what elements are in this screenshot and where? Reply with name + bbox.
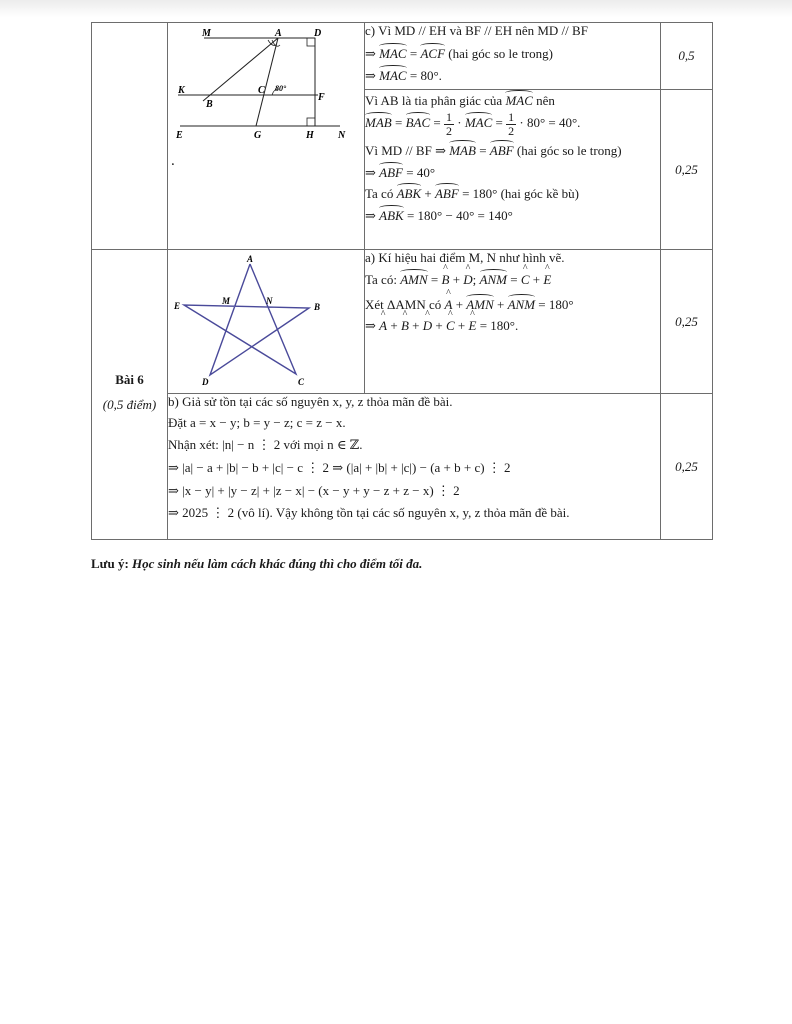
empty-bai-cell xyxy=(92,23,168,250)
score-cell: 0,25 xyxy=(661,90,713,249)
figure-star-cell xyxy=(168,249,365,394)
bai6-title: Bài 6 xyxy=(115,371,144,387)
bai6-cell xyxy=(92,249,168,540)
note-label: Lưu ý: xyxy=(91,556,129,571)
part-c-line2: ⇒ MAC = ACF (hai góc so le trong) xyxy=(365,43,660,62)
note-text: Học sinh nếu làm cách khác đúng thì cho điểm tối đa. xyxy=(132,556,423,571)
table-row xyxy=(92,23,713,90)
label-A: A xyxy=(247,253,254,264)
angle-80-label: 80° xyxy=(275,84,287,93)
part-c2-line6: ⇒ ABK = 180° − 40° = 140° xyxy=(365,205,660,224)
label-N: N xyxy=(266,295,273,306)
page-top-shadow xyxy=(0,0,792,18)
part-c2-cell xyxy=(365,90,661,249)
label-H: H xyxy=(306,130,314,141)
label-D: D xyxy=(314,28,322,39)
part-c2-line3: Vì MD // BF ⇒ MAB = ABF (hai góc so le trong) xyxy=(365,140,660,159)
part-a-line4: ⇒ ^ A + ^ B + ^ D + ^ C + ^ E = 180°. xyxy=(365,318,660,334)
part-b-line4: ⇒ |a| − a + |b| − b + |c| − c ⋮ 2 ⇒ (|a| + |b| + |c|) − (a + b + c) ⋮ 2 xyxy=(168,459,511,475)
part-a-line3: Xét ΔAMN có ^ A + AMN + ANM = 180° xyxy=(365,294,660,313)
label-M: M xyxy=(202,28,211,39)
label-A: A xyxy=(275,28,282,39)
part-c2-line4: ⇒ ABF = 40° xyxy=(365,162,660,181)
part-c2-line1: Vì AB là tia phân giác của MAC nên xyxy=(365,90,660,109)
star-figure xyxy=(168,250,364,390)
label-F: F xyxy=(318,92,325,103)
part-c-line1: c) Vì MD // EH và BF // EH nên MD // BF xyxy=(365,23,588,38)
label-K: K xyxy=(178,85,185,96)
table-row xyxy=(92,249,713,394)
svg-text:.: . xyxy=(172,157,175,168)
part-b-line6: ⇒ 2025 ⋮ 2 (vô lí). Vậy không tồn tại các số nguyên x, y, z thỏa mãn đề bài. xyxy=(168,505,570,521)
label-C: C xyxy=(258,85,265,96)
label-G: G xyxy=(254,130,262,141)
label-B: B xyxy=(314,301,321,312)
part-b-line2: Đặt a = x − y; b = y − z; c = z − x. xyxy=(168,414,346,430)
score-cell: 0,5 xyxy=(661,23,713,90)
part-b-line1: b) Giả sử tồn tại các số nguyên x, y, z thỏa mãn đề bài. xyxy=(168,394,453,410)
table-row xyxy=(92,394,713,540)
part-c-line3: ⇒ MAC = 80°. xyxy=(365,65,660,84)
label-C: C xyxy=(298,376,305,387)
label-E: E xyxy=(176,130,183,141)
bai6-points: (0,5 điểm) xyxy=(102,397,157,413)
part-a-line2: Ta có: AMN = ^ B + ^ D; ANM = ^ C + ^ E xyxy=(365,269,660,288)
part-c-cell xyxy=(365,23,661,90)
parallel-lines-figure xyxy=(168,23,364,245)
label-E: E xyxy=(174,300,181,311)
score-cell: 0,25 xyxy=(661,249,713,394)
label-M: M xyxy=(222,295,231,306)
part-c2-line5: Ta có ABK + ABF = 180° (hai góc kề bù) xyxy=(365,183,660,202)
part-b-line5: ⇒ |x − y| + |y − z| + |z − x| − (x − y + y − z + z − x) ⋮ 2 xyxy=(168,482,460,498)
label-B: B xyxy=(206,99,213,110)
score-cell: 0,25 xyxy=(661,394,713,540)
part-b-line3: Nhận xét: |n| − n ⋮ 2 với mọi n ∈ ℤ. xyxy=(168,437,363,453)
part-a-cell xyxy=(365,249,661,394)
part-c2-line2: MAB = BAC = $\frac{1}{2}$ · MAC = $\frac{1}{2}$ · 80° = 40°. xyxy=(365,109,581,138)
part-b-cell xyxy=(168,394,661,540)
part-a-line1: a) Kí hiệu hai điểm M, N như hình vẽ. xyxy=(365,249,565,265)
label-N: N xyxy=(338,130,346,141)
answer-table xyxy=(91,22,713,540)
figure-parallel-lines-cell xyxy=(168,23,365,250)
footer-note xyxy=(91,556,422,572)
label-D: D xyxy=(202,376,209,387)
